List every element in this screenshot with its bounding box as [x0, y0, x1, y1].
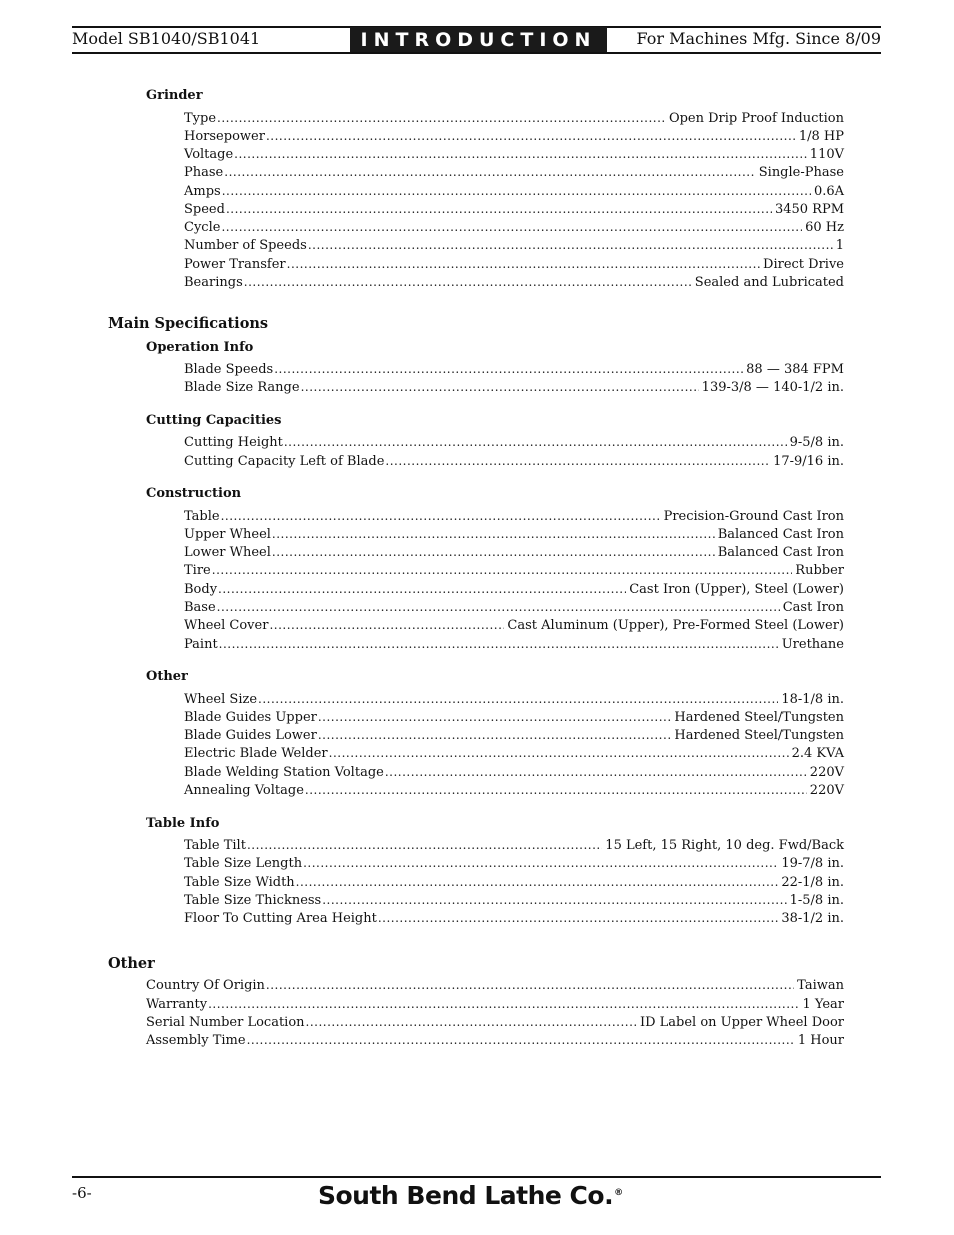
registered-mark: ®: [614, 1187, 623, 1198]
spec-row: Horsepower ..... 1/8 HP: [184, 129, 844, 147]
spec-row: Table ..... Precision-Ground Cast Iron: [184, 509, 844, 527]
spec-row: Bearings ..... Sealed and Lubricated: [184, 275, 844, 293]
spec-row: Annealing Voltage ..... 220V: [184, 783, 844, 801]
grinder-heading: Grinder: [146, 88, 203, 103]
spec-row: Table Size Thickness ..... 1-5/8 in.: [184, 893, 844, 911]
spec-row: Assembly Time ..... 1 Hour: [146, 1033, 844, 1051]
spec-row: Cutting Height ..... 9-5/8 in.: [184, 435, 844, 453]
header-bottom-rule: [72, 52, 881, 54]
spec-row: Table Size Width ..... 22-1/8 in.: [184, 875, 844, 893]
spec-row: Type ..... Open Drip Proof Induction: [184, 111, 844, 129]
spec-row: Cycle ..... 60 Hz: [184, 220, 844, 238]
spec-row: Blade Size Range ..... 139-3/8 — 140-1/2 in.: [184, 380, 844, 398]
cutting-capacities-heading: Cutting Capacities: [146, 413, 282, 428]
spec-row: Wheel Cover ..... Cast Aluminum (Upper), Pre-Formed Steel (Lower): [184, 618, 844, 636]
other-sub-heading: Other: [146, 669, 188, 684]
spec-row: Cutting Capacity Left of Blade ..... 17-9/16 in.: [184, 454, 844, 472]
spec-row: Table Tilt ..... 15 Left, 15 Right, 10 deg. Fwd/Back: [184, 838, 844, 856]
spec-row: Speed ..... 3450 RPM: [184, 202, 844, 220]
spec-row: Paint ..... Urethane: [184, 637, 844, 655]
spec-row: Table Size Length ..... 19-7/8 in.: [184, 856, 844, 874]
model-label: Model SB1040/SB1041: [72, 29, 261, 48]
footer-rule: [72, 1176, 881, 1178]
spec-row: Voltage ..... 110V: [184, 147, 844, 165]
mfg-date-label: For Machines Mfg. Since 8/09: [636, 29, 881, 48]
spec-row: Amps ..... 0.6A: [184, 184, 844, 202]
spec-row: Base ..... Cast Iron: [184, 600, 844, 618]
spec-row: Wheel Size ..... 18-1/8 in.: [184, 692, 844, 710]
spec-row: Country Of Origin ..... Taiwan: [146, 978, 844, 996]
spec-row: Number of Speeds ..... 1: [184, 238, 844, 256]
spec-row: Blade Speeds ..... 88 — 384 FPM: [184, 362, 844, 380]
spec-row: Blade Guides Lower ..... Hardened Steel/Tungsten: [184, 728, 844, 746]
spec-row: Floor To Cutting Area Height ..... 38-1/2 in.: [184, 911, 844, 929]
spec-row: Blade Welding Station Voltage ..... 220V: [184, 765, 844, 783]
spec-row: Power Transfer ..... Direct Drive: [184, 257, 844, 275]
spec-row: Lower Wheel ..... Balanced Cast Iron: [184, 545, 844, 563]
other-heading: Other: [108, 955, 155, 972]
page-number: -6-: [72, 1184, 92, 1202]
spec-row: Electric Blade Welder ..... 2.4 KVA: [184, 746, 844, 764]
spec-row: Body ..... Cast Iron (Upper), Steel (Lower): [184, 582, 844, 600]
page-header: [72, 26, 881, 54]
section-tab: INTRODUCTION: [350, 27, 607, 53]
spec-row: Warranty ..... 1 Year: [146, 997, 844, 1015]
brand-logo: South Bend Lathe Co.®: [318, 1181, 623, 1210]
spec-row: Upper Wheel ..... Balanced Cast Iron: [184, 527, 844, 545]
table-info-heading: Table Info: [146, 816, 220, 831]
spec-row: Tire ..... Rubber: [184, 563, 844, 581]
main-specs-heading: Main Specifications: [108, 315, 269, 332]
spec-row: Phase ..... Single-Phase: [184, 165, 844, 183]
spec-row: Blade Guides Upper ..... Hardened Steel/Tungsten: [184, 710, 844, 728]
operation-info-heading: Operation Info: [146, 340, 254, 355]
spec-row: Serial Number Location ..... ID Label on Upper Wheel Door: [146, 1015, 844, 1033]
construction-heading: Construction: [146, 486, 242, 501]
